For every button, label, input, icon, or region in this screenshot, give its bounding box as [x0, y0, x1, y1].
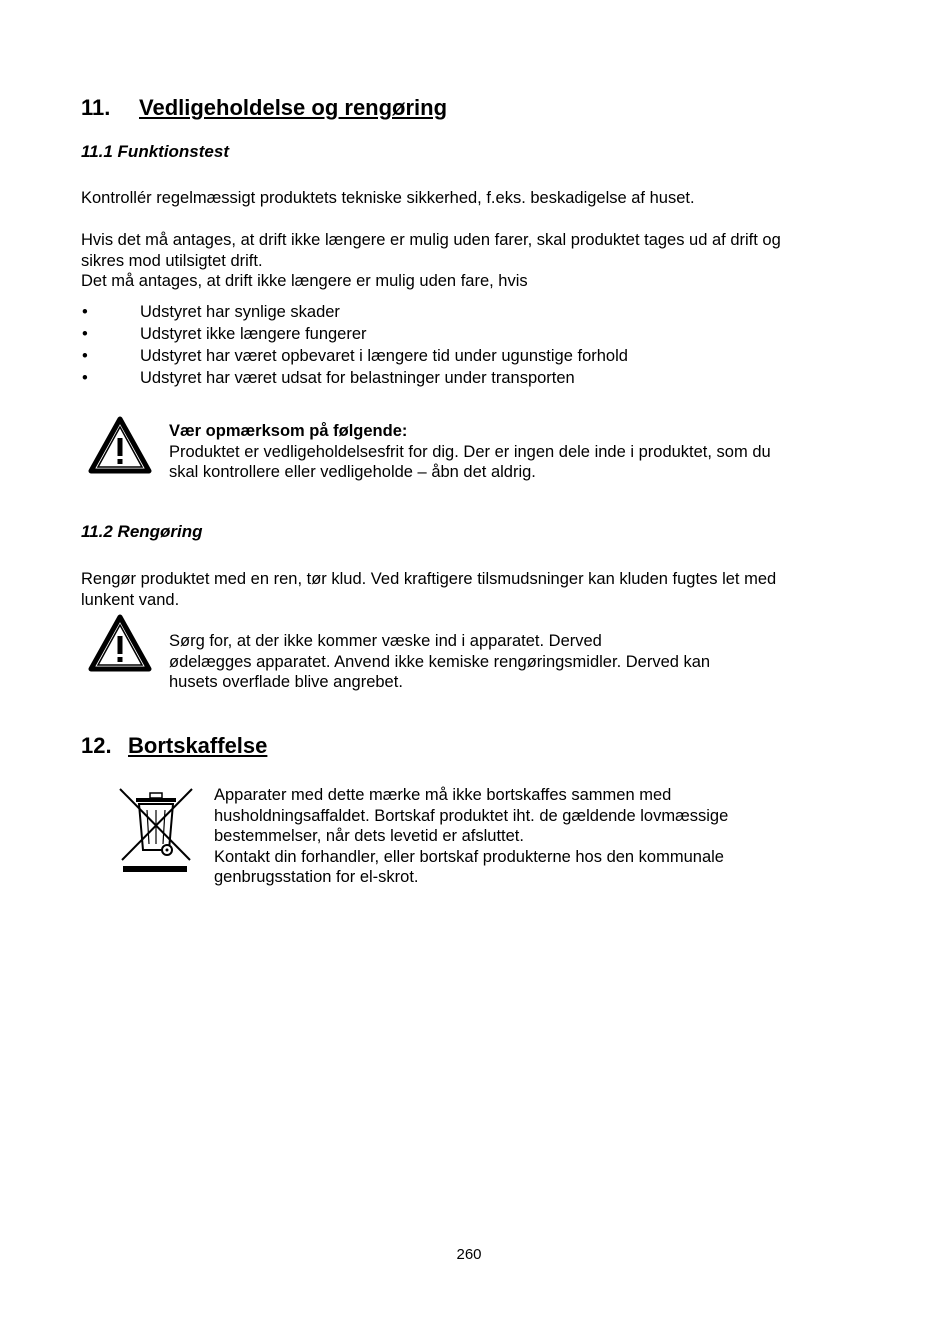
- notice-line: skal kontrollere eller vedligeholde – åbn det aldrig.: [169, 463, 536, 481]
- notice-line: Produktet er vedligeholdelsesfrit for dig. Der er ingen dele inde i produktet, som du: [169, 442, 771, 461]
- list-item: • Udstyret ikke længere fungerer: [82, 325, 367, 343]
- subsection-11-1-title: 11.1 Funktionstest: [81, 142, 229, 161]
- section-11-heading: [81, 95, 447, 121]
- paragraph-line: sikres mod utilsigtet drift.: [81, 251, 263, 270]
- notice-heading: Vær opmærksom på følgende:: [169, 422, 408, 440]
- liquid-warning-notice: [169, 631, 710, 693]
- paragraph-line: Rengør produktet med en ren, tør klud. Ved kraftigere tilsmudsninger kan kluden fugtes let med: [81, 570, 777, 588]
- warning-triangle-icon: [88, 416, 152, 474]
- crossed-out-bin-icon: [117, 786, 195, 874]
- subsection-11-2-title: 11.2 Rengøring: [81, 522, 203, 541]
- section-12-title: Bortskaffelse: [128, 733, 268, 758]
- paragraph-line: Hvis det må antages, at drift ikke længere er mulig uden farer, skal produktet tages ud af drift og: [81, 231, 781, 249]
- maintenance-free-notice: [169, 421, 771, 483]
- paragraph-safety-check: Kontrollér regelmæssigt produktets tekniske sikkerhed, f.eks. beskadigelse af huset.: [81, 189, 695, 207]
- disposal-instructions: [214, 785, 728, 888]
- list-item: • Udstyret har synlige skader: [82, 303, 340, 321]
- paragraph-cleaning: [81, 569, 776, 610]
- notice-line: husets overflade blive angrebet.: [169, 673, 403, 691]
- page-number: 260: [456, 1246, 482, 1263]
- notice-line: Sørg for, at der ikke kommer væske ind i apparatet. Derved: [169, 632, 602, 650]
- section-12-heading: [81, 733, 267, 759]
- list-item: • Udstyret har været udsat for belastninger under transporten: [82, 369, 575, 387]
- paragraph-operation-conditions: [81, 230, 781, 292]
- paragraph-line: Apparater med dette mærke må ikke bortskaffes sammen med: [214, 786, 672, 804]
- notice-line: ødelægges apparatet. Anvend ikke kemiske rengøringsmidler. Derved kan: [169, 652, 711, 671]
- paragraph-line: husholdningsaffaldet. Bortskaf produktet iht. de gældende lovmæssige: [214, 806, 729, 825]
- list-item: • Udstyret har været opbevaret i længere tid under ugunstige forhold: [82, 347, 628, 365]
- section-12-number: 12.: [81, 733, 112, 758]
- condition-bullet-list: [82, 301, 882, 389]
- paragraph-line: bestemmelser, når dets levetid er afsluttet.: [214, 827, 524, 845]
- paragraph-line: genbrugsstation for el-skrot.: [214, 868, 419, 886]
- paragraph-line: lunkent vand.: [81, 590, 180, 609]
- warning-triangle-icon: [88, 614, 152, 672]
- section-11-number: 11.: [81, 95, 111, 120]
- paragraph-line: Kontakt din forhandler, eller bortskaf produkterne hos den kommunale: [214, 847, 724, 866]
- section-11-title: Vedligeholdelse og rengøring: [139, 95, 448, 120]
- paragraph-line: Det må antages, at drift ikke længere er mulig uden fare, hvis: [81, 272, 528, 290]
